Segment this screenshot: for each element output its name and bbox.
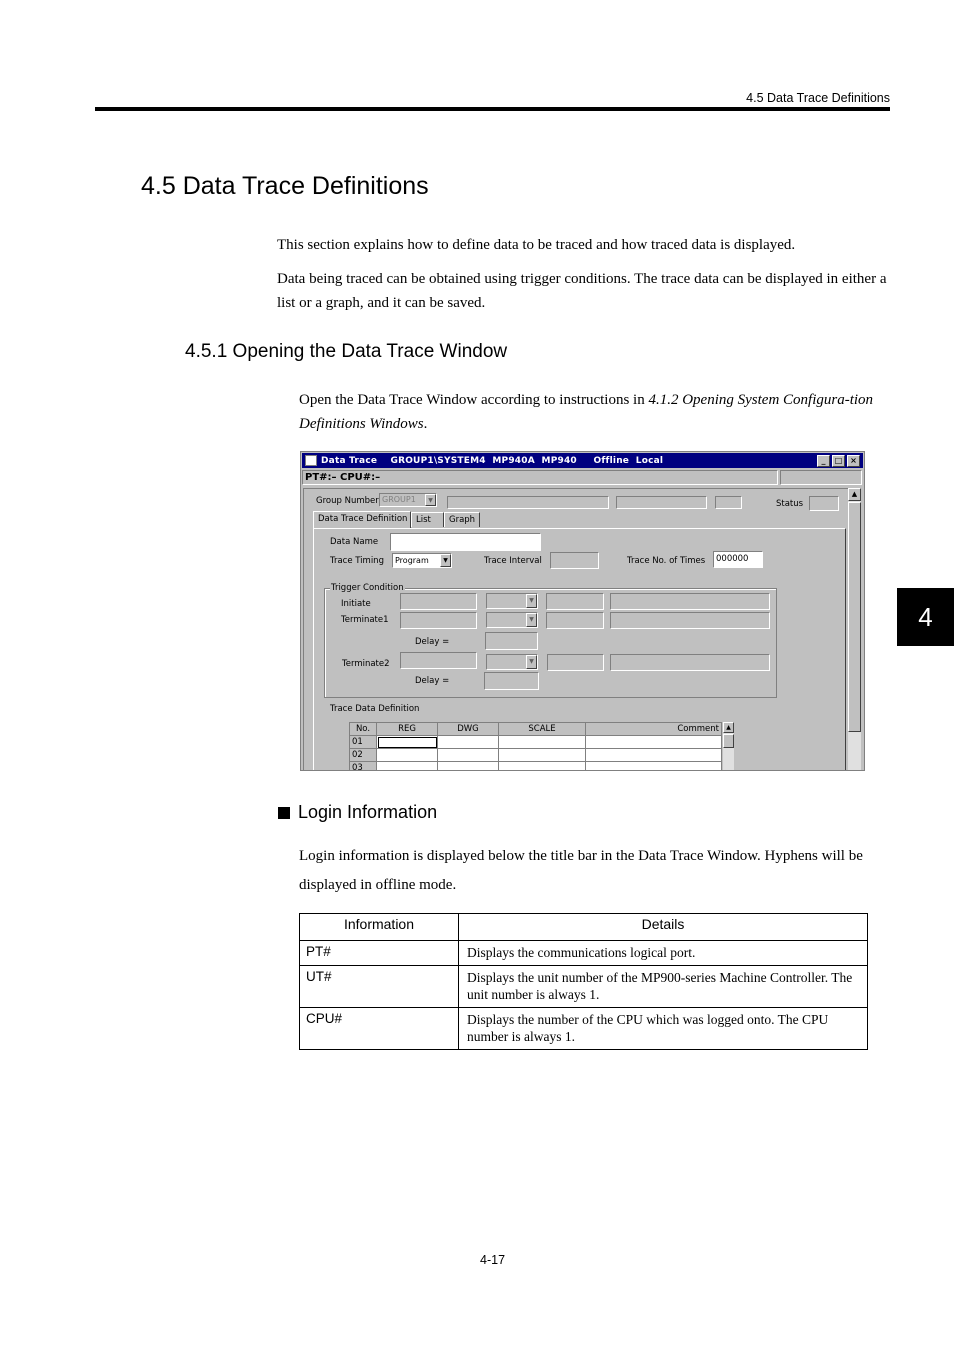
login-information-heading	[278, 802, 437, 823]
initiate-label: Initiate	[341, 599, 371, 609]
table-cell-details: Displays the unit number of the MP900-series Machine Controller. The unit number is always 1.	[459, 966, 868, 1008]
grid-cell-reg[interactable]	[377, 762, 438, 772]
initiate-operator-dropdown	[486, 593, 538, 609]
square-bullet-icon	[278, 807, 290, 819]
grid-scrollbar[interactable]	[723, 722, 734, 771]
trace-no-of-times-input[interactable]: 000000	[713, 551, 763, 568]
grid-scrollbar-thumb[interactable]	[723, 734, 734, 748]
trace-no-of-times-label: Trace No. of Times	[627, 556, 706, 566]
delay2-label: Delay =	[415, 676, 450, 686]
grid-header-reg: REG	[377, 723, 438, 736]
grid-row-number: 01	[350, 736, 377, 749]
table-header-row	[300, 914, 868, 941]
section-title: 4.5 Data Trace Definitions	[141, 172, 429, 200]
trace-timing-dropdown[interactable]	[392, 553, 452, 568]
table-header-information: Information	[300, 914, 459, 941]
subsection-title: 4.5.1 Opening the Data Trace Window	[185, 341, 508, 362]
tab-graph[interactable]: Graph	[444, 512, 480, 527]
trace-interval-field	[550, 552, 599, 569]
cross-reference: 4.1.2 Opening System Configura-tion Definitions Windows	[299, 392, 874, 432]
scroll-up-icon[interactable]: ▲	[848, 488, 861, 501]
chapter-tab: 4	[897, 588, 954, 646]
status-field	[809, 496, 839, 511]
table-cell-info: PT#	[300, 941, 459, 966]
grid-cell-scale[interactable]	[499, 762, 586, 772]
paragraph-text-end: .	[423, 416, 428, 432]
terminate1-comment-field	[610, 612, 770, 629]
tab-strip	[313, 512, 513, 528]
table-row	[300, 966, 868, 1008]
trace-data-definition-label: Trace Data Definition	[330, 704, 420, 714]
system-info-field	[616, 496, 707, 509]
window-title: Data Trace GROUP1\SYSTEM4 MP940A MP940 Offline Local	[321, 455, 664, 466]
login-information-table	[299, 913, 868, 1050]
close-button[interactable]: ×	[847, 455, 860, 467]
grid-cell-dwg[interactable]	[438, 762, 499, 772]
grid-cell-comment[interactable]	[586, 749, 722, 762]
table-row	[300, 1008, 868, 1050]
group-number-dropdown[interactable]	[379, 493, 437, 507]
chevron-down-icon: ▼	[425, 494, 436, 506]
window-title-bar	[302, 453, 863, 468]
grid-header-dwg: DWG	[438, 723, 499, 736]
terminate1-register-field	[400, 612, 477, 629]
minimize-button[interactable]: _	[817, 455, 830, 467]
group-info-field	[447, 496, 609, 509]
login-info-bar: PT#:– CPU#:–	[302, 470, 778, 485]
tab-list[interactable]: List	[411, 512, 444, 527]
grid-cell-comment[interactable]	[586, 736, 722, 749]
table-row	[350, 749, 722, 762]
delay1-field	[485, 632, 538, 650]
tab-data-trace-definition[interactable]: Data Trace Definition	[313, 511, 411, 528]
grid-cell-scale[interactable]	[499, 749, 586, 762]
terminate2-comment-field	[610, 654, 770, 671]
status-bar-pane	[780, 470, 862, 485]
table-header-details: Details	[459, 914, 868, 941]
grid-row-number: 02	[350, 749, 377, 762]
header-rule	[95, 107, 890, 111]
trace-timing-value: Program	[395, 556, 429, 565]
trace-timing-label: Trace Timing	[330, 556, 384, 566]
grid-cell-dwg[interactable]	[438, 736, 499, 749]
grid-cell-scale[interactable]	[499, 736, 586, 749]
grid-cell-reg[interactable]	[377, 736, 438, 749]
initiate-comment-field	[610, 593, 770, 610]
chevron-down-icon: ▼	[440, 554, 451, 567]
paragraph-text: Open the Data Trace Window according to instructions in	[299, 392, 649, 408]
section-intro-paragraph: This section explains how to define data to be traced and how traced data is displayed.	[277, 237, 796, 253]
running-header: 4.5 Data Trace Definitions	[746, 91, 890, 105]
table-cell-details: Displays the number of the CPU which was logged onto. The CPU number is always 1.	[459, 1008, 868, 1050]
vertical-scrollbar[interactable]	[848, 488, 861, 771]
delay1-label: Delay =	[415, 637, 450, 647]
grid-scroll-up-icon[interactable]: ▲	[723, 722, 734, 733]
window-app-icon	[305, 455, 317, 466]
terminate1-operator-dropdown	[486, 612, 538, 628]
chevron-down-icon: ▼	[526, 594, 537, 608]
chevron-down-icon: ▼	[526, 655, 537, 669]
table-row	[350, 762, 722, 772]
data-name-label: Data Name	[330, 537, 379, 547]
grid-cell-reg[interactable]	[377, 749, 438, 762]
section-trace-paragraph: Data being traced can be obtained using trigger conditions. The trace data can be displayed in either a list or a graph, and it can be saved.	[277, 271, 887, 311]
grid-header-scale: SCALE	[499, 723, 586, 736]
terminate2-register-field	[400, 652, 477, 669]
trigger-condition-label: Trigger Condition	[331, 583, 404, 593]
table-row	[350, 736, 722, 749]
grid-header-no: No.	[350, 723, 377, 736]
cpu-info-field	[715, 496, 742, 509]
data-name-input[interactable]	[390, 533, 541, 551]
open-window-paragraph	[299, 388, 891, 436]
page-number: 4-17	[480, 1253, 506, 1267]
terminate2-label: Terminate2	[342, 659, 390, 669]
trace-data-grid	[349, 722, 722, 771]
status-label: Status	[776, 499, 804, 509]
grid-row-number: 03	[350, 762, 377, 772]
table-cell-info: CPU#	[300, 1008, 459, 1050]
grid-header-comment: Comment	[586, 723, 722, 736]
grid-cell-dwg[interactable]	[438, 749, 499, 762]
maximize-button[interactable]: □	[832, 455, 845, 467]
trace-interval-label: Trace Interval	[484, 556, 542, 566]
login-information-title: Login Information	[298, 802, 438, 822]
initiate-register-field	[400, 593, 477, 610]
grid-cell-comment[interactable]	[586, 762, 722, 772]
group-number-value: GROUP1	[382, 495, 416, 504]
terminate2-operator-dropdown	[486, 654, 538, 670]
terminate1-label: Terminate1	[341, 615, 389, 625]
login-information-paragraph: Login information is displayed below the title bar in the Data Trace Window. Hyphens will be displayed in offline mode.	[299, 848, 863, 893]
table-row	[300, 941, 868, 966]
chevron-down-icon: ▼	[526, 613, 537, 627]
initiate-value-field	[546, 593, 604, 610]
terminate2-value-field	[547, 654, 604, 671]
group-number-label: Group Number	[316, 496, 379, 506]
table-cell-details: Displays the communications logical port.	[459, 941, 868, 966]
terminate1-value-field	[546, 612, 604, 629]
table-cell-info: UT#	[300, 966, 459, 1008]
scrollbar-thumb[interactable]	[848, 502, 861, 732]
delay2-field	[484, 672, 539, 690]
data-trace-window	[300, 451, 865, 771]
